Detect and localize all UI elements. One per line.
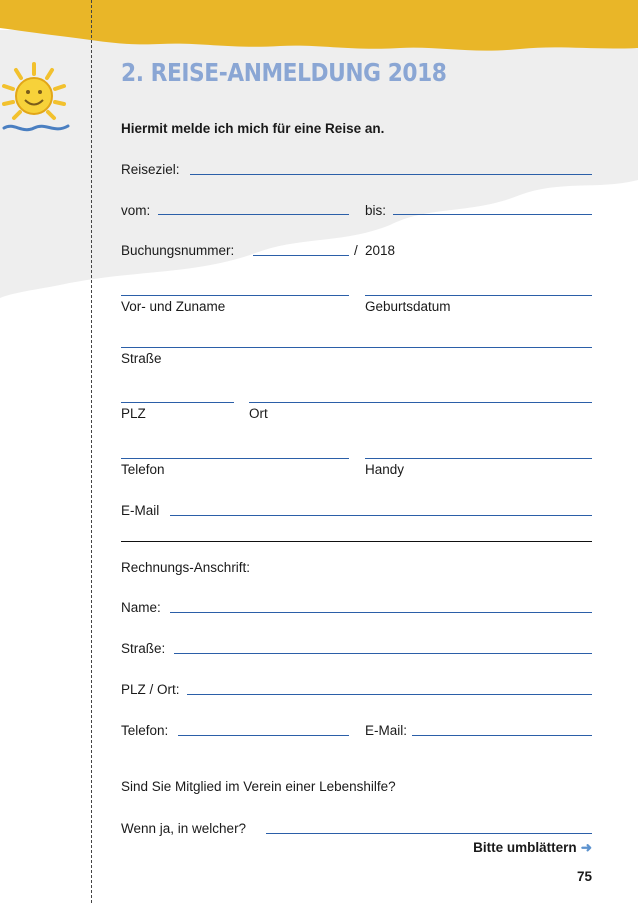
email-field[interactable] — [170, 515, 592, 516]
destination-label: Reiseziel: — [121, 162, 180, 177]
membership-question: Sind Sie Mitglied im Verein einer Lebenshilfe? — [121, 779, 396, 794]
city-field[interactable] — [249, 402, 592, 403]
next-page-hint — [473, 840, 592, 856]
billing-phone-label: Telefon: — [121, 723, 169, 738]
arrow-right-icon: ➜ — [580, 840, 592, 855]
cut-line — [91, 0, 92, 903]
next-page-label: Bitte umblättern — [473, 840, 577, 855]
billing-email-field[interactable] — [412, 735, 592, 736]
birthdate-field[interactable] — [365, 295, 592, 296]
billing-email-label: E-Mail: — [365, 723, 408, 738]
from-date-label: vom: — [121, 203, 151, 218]
destination-field[interactable] — [190, 174, 592, 175]
billing-name-label: Name: — [121, 600, 161, 615]
full-name-field[interactable] — [121, 295, 349, 296]
phone-field[interactable] — [121, 458, 349, 459]
billing-street-field[interactable] — [174, 653, 592, 654]
zip-label: PLZ — [121, 406, 146, 421]
booking-slash: / — [354, 243, 358, 258]
zip-field[interactable] — [121, 402, 234, 403]
intro-text: Hiermit melde ich mich für eine Reise an. — [121, 121, 385, 136]
membership-which-label: Wenn ja, in welcher? — [121, 821, 247, 836]
birthdate-label: Geburtsdatum — [365, 299, 451, 314]
membership-which-field[interactable] — [266, 833, 592, 834]
from-date-field[interactable] — [158, 214, 349, 215]
billing-zip-city-field[interactable] — [187, 694, 592, 695]
yellow-banner — [0, 0, 638, 60]
booking-number-label: Buchungsnummer: — [121, 243, 235, 258]
street-field[interactable] — [121, 347, 592, 348]
page-title: 2. REISE-ANMELDUNG 2018 — [121, 58, 447, 87]
section-divider — [121, 541, 592, 542]
to-date-field[interactable] — [393, 214, 592, 215]
sun-icon — [0, 60, 72, 140]
billing-name-field[interactable] — [170, 612, 592, 613]
page-number: 75 — [576, 869, 592, 884]
phone-label: Telefon — [121, 462, 165, 477]
billing-phone-field[interactable] — [178, 735, 349, 736]
email-label: E-Mail — [121, 503, 160, 518]
billing-street-label: Straße: — [121, 641, 166, 656]
booking-number-field[interactable] — [253, 255, 349, 256]
city-label: Ort — [249, 406, 268, 421]
street-label: Straße — [121, 351, 162, 366]
booking-year: 2018 — [365, 243, 396, 258]
billing-zip-city-label: PLZ / Ort: — [121, 682, 180, 697]
mobile-field[interactable] — [365, 458, 592, 459]
mobile-label: Handy — [365, 462, 405, 477]
to-date-label: bis: — [365, 203, 387, 218]
billing-heading: Rechnungs-Anschrift: — [121, 560, 251, 575]
full-name-label: Vor- und Zuname — [121, 299, 226, 314]
